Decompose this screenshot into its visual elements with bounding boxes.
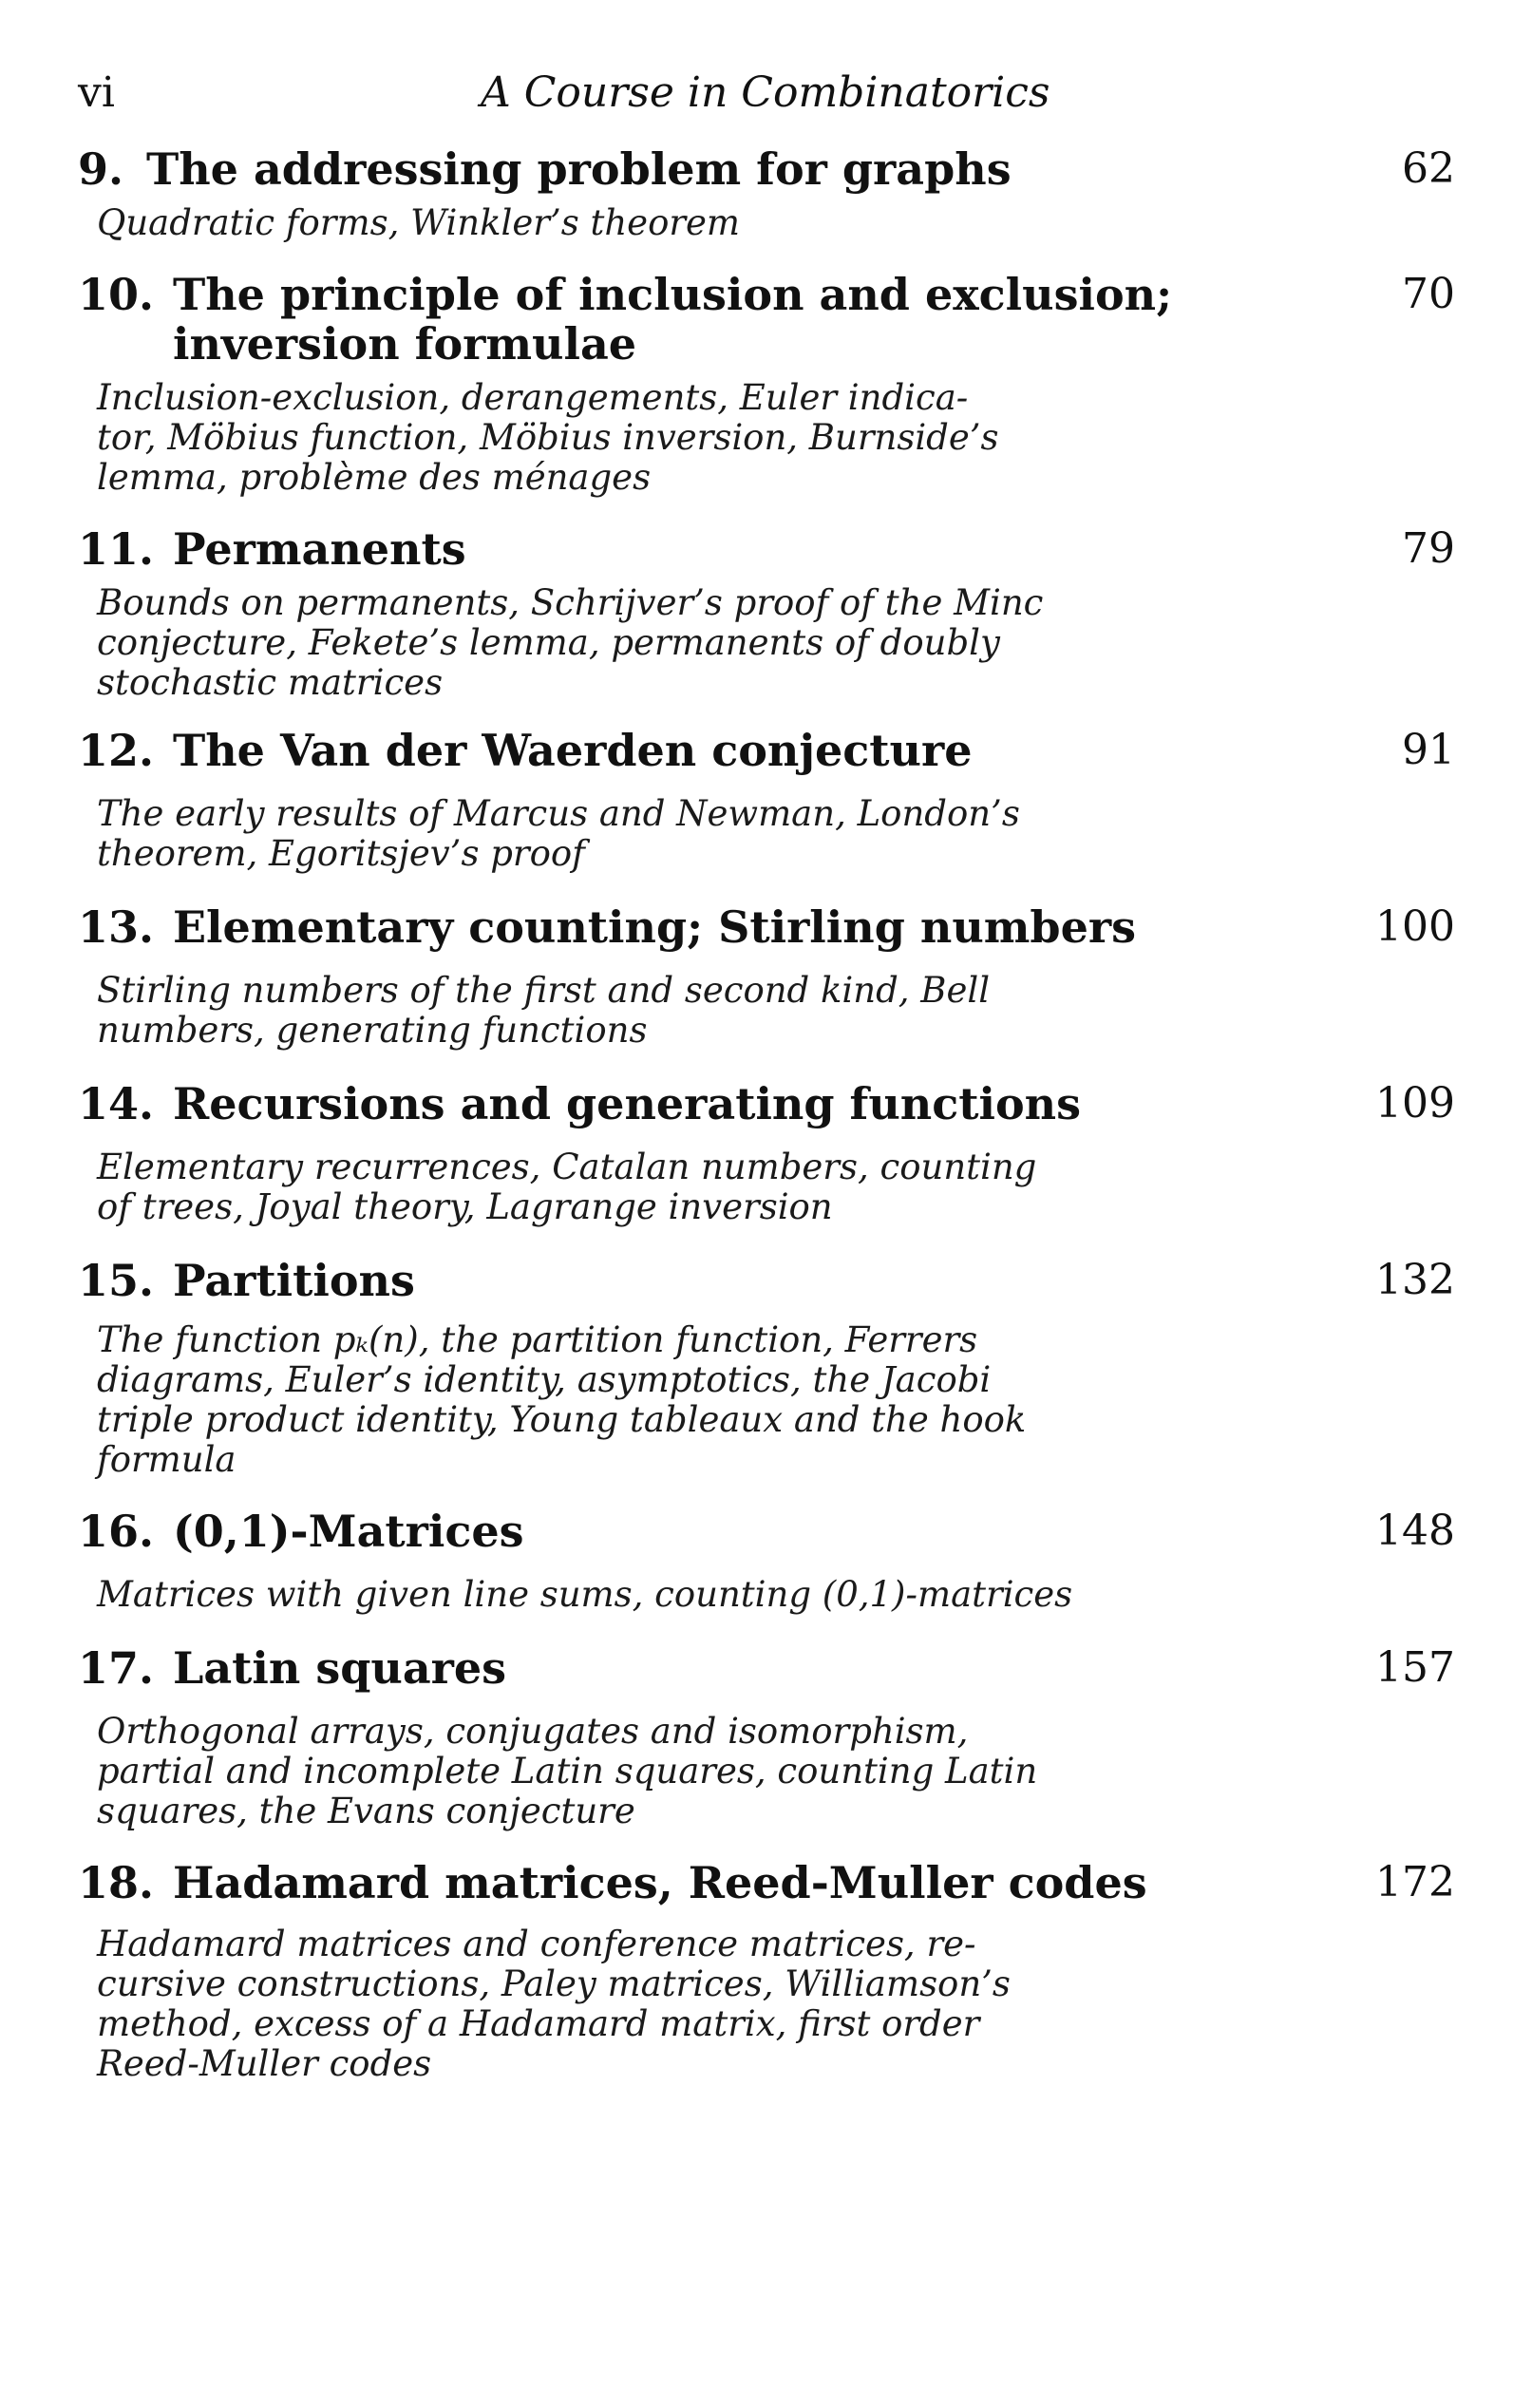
chapter-number: 12.	[78, 725, 155, 776]
topics-line: method, excess of a Hadamard matrix, first order	[97, 2003, 980, 2044]
chapter-topics	[97, 794, 1104, 874]
toc-entry-heading	[78, 1507, 1455, 1556]
chapter-title: The addressing problem for graphs	[146, 143, 1012, 195]
chapter-title-line: The principle of inclusion and exclusion;	[173, 269, 1173, 320]
chapter-number: 11.	[78, 523, 155, 575]
topics-line: Elementary recurrences, Catalan numbers, counting	[97, 1147, 1037, 1187]
topics-line: lemma, problème des ménages	[97, 457, 652, 498]
topics-line: squares, the Evans conjecture	[97, 1791, 635, 1831]
chapter-title: Recursions and generating functions	[173, 1078, 1081, 1129]
chapter-topics	[97, 971, 1104, 1051]
chapter-title: Latin squares	[173, 1642, 507, 1694]
topics-line: diagrams, Euler’s identity, asymptotics, the Jacobi	[97, 1359, 992, 1400]
chapter-topics	[97, 1712, 1104, 1831]
chapter-title: Partitions	[173, 1255, 415, 1306]
chapter-title: Permanents	[173, 523, 466, 575]
chapter-title: Elementary counting; Stirling numbers	[173, 901, 1136, 953]
toc-entry-chapter-14	[78, 1079, 1455, 1227]
toc-entry-chapter-13	[78, 902, 1455, 1051]
toc-entry-chapter-18	[78, 1858, 1455, 2084]
chapter-title: (0,1)-Matrices	[173, 1506, 524, 1557]
toc-entry-heading	[78, 726, 1455, 775]
chapter-number: 14.	[78, 1078, 155, 1129]
toc-entry-heading	[78, 1643, 1455, 1693]
toc-entry-chapter-12	[78, 726, 1455, 874]
topics-line: partial and incomplete Latin squares, counting Latin	[97, 1751, 1038, 1792]
page-number: vi	[78, 68, 115, 117]
chapter-number: 15.	[78, 1255, 155, 1306]
toc-entry-chapter-11	[78, 524, 1455, 703]
table-of-contents	[78, 144, 1455, 2103]
topics-line: Inclusion-exclusion, derangements, Euler indica-	[97, 377, 969, 418]
topics-line: of trees, Joyal theory, Lagrange inversion	[97, 1186, 833, 1227]
topics-line: Hadamard matrices and conference matrices, re-	[97, 1924, 976, 1964]
topics-line: Bounds on permanents, Schrijver’s proof of the Minc	[97, 582, 1044, 623]
book-title: A Course in Combinatorics	[481, 68, 1050, 117]
chapter-topics	[97, 378, 1104, 498]
chapter-title-line: inversion formulae	[173, 318, 637, 370]
page-reference: 100	[1375, 902, 1455, 951]
toc-entry-heading	[78, 524, 1455, 574]
page-reference: 70	[1402, 270, 1455, 318]
toc-entry-chapter-16	[78, 1507, 1455, 1615]
chapter-number: 13.	[78, 901, 155, 953]
toc-entry-heading	[78, 1256, 1455, 1305]
toc-entry-chapter-10	[78, 270, 1455, 498]
toc-entry-heading	[78, 270, 1455, 369]
chapter-title: The Van der Waerden conjecture	[173, 725, 973, 776]
topics-line: Orthogonal arrays, conjugates and isomorphism,	[97, 1711, 969, 1752]
page-reference: 132	[1375, 1256, 1455, 1304]
chapter-number: 17.	[78, 1642, 155, 1694]
page-reference: 62	[1402, 144, 1455, 193]
toc-entry-heading	[78, 902, 1455, 952]
toc-entry-chapter-17	[78, 1643, 1455, 1831]
topics-line: cursive constructions, Paley matrices, Williamson’s	[97, 1963, 1011, 2004]
page-reference: 148	[1375, 1507, 1455, 1555]
page-reference: 79	[1402, 524, 1455, 573]
running-head	[78, 65, 1455, 122]
toc-entry-heading	[78, 144, 1455, 194]
chapter-number: 10.	[78, 269, 155, 320]
topics-line: formula	[97, 1439, 236, 1480]
topics-line: Matrices with given line sums, counting (0,1)-matrices	[97, 1574, 1073, 1615]
book-page	[78, 0, 1455, 2408]
page-reference: 109	[1375, 1079, 1455, 1128]
chapter-topics	[97, 1575, 1104, 1615]
topics-line: theorem, Egoritsjev’s proof	[97, 833, 585, 874]
toc-entry-heading	[78, 1079, 1455, 1128]
chapter-number: 9.	[78, 143, 124, 195]
chapter-title: Hadamard matrices, Reed-Muller codes	[173, 1857, 1147, 1908]
toc-entry-chapter-9	[78, 144, 1455, 243]
topics-line: stochastic matrices	[97, 662, 444, 703]
chapter-topics	[97, 203, 1104, 243]
chapter-number: 18.	[78, 1857, 155, 1908]
topics-line: conjecture, Fekete’s lemma, permanents of doubly	[97, 622, 1000, 663]
page-reference: 91	[1402, 726, 1455, 774]
topics-line: Quadratic forms, Winkler’s theorem	[97, 202, 741, 243]
topics-line: The function pₖ(n), the partition function, Ferrers	[97, 1319, 978, 1360]
page-reference: 172	[1375, 1858, 1455, 1906]
topics-line: triple product identity, Young tableaux and the hook	[97, 1399, 1027, 1440]
topics-line: Stirling numbers of the first and second kind, Bell	[97, 970, 991, 1011]
topics-line: The early results of Marcus and Newman, London’s	[97, 793, 1020, 834]
page-reference: 157	[1375, 1643, 1455, 1692]
toc-entry-heading	[78, 1858, 1455, 1907]
toc-entry-chapter-15	[78, 1256, 1455, 1480]
chapter-topics	[97, 583, 1104, 703]
topics-line: numbers, generating functions	[97, 1010, 648, 1051]
topics-line: tor, Möbius function, Möbius inversion, Burnside’s	[97, 417, 999, 458]
chapter-topics	[97, 1925, 1104, 2084]
chapter-topics	[97, 1147, 1104, 1227]
chapter-number: 16.	[78, 1506, 155, 1557]
chapter-topics	[97, 1320, 1104, 1480]
topics-line: Reed-Muller codes	[97, 2043, 432, 2084]
